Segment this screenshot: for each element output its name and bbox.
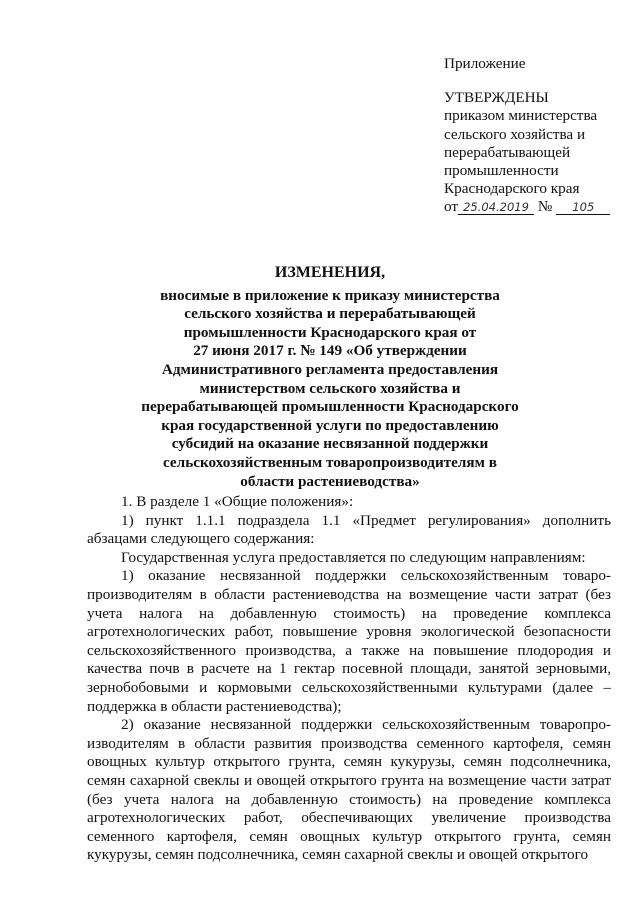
order-date-number-row	[444, 198, 634, 216]
title-line: Административного регламента предоставления	[161, 360, 499, 378]
body-paragraph: Государственная услуга предоставляется по следующим направлениям:	[121, 548, 586, 566]
approval-line: сельского хозяйства и	[444, 125, 586, 143]
body-paragraph: 2) оказание несвязанной поддержки сельскохозяйственным товаропро-изводителям в области развития производства семенного картофеля, семян овощных культур открытого грунта, семян кукурузы, семян подсолнечника, семян сахарной свеклы и овощей открытого грунта на возмещение части затрат (без учета налога на добавленную стоимость) на проведение комплекса агротехнологических работ, обеспечивающих увеличение производства семенного картофеля, семян овощных культур открытого грунта, семян кукурузы, семян подсолнечника, семян сахарной свеклы и овощей открытого	[87, 716, 611, 864]
approval-line: Краснодарского края	[444, 180, 580, 198]
appendix-label: Приложение	[444, 55, 526, 72]
title-line: вносимые в приложение к приказу министерства	[160, 286, 500, 304]
approved-label: УТВЕРЖДЕНЫ	[444, 89, 549, 107]
title-line: промышленности Краснодарского края от	[183, 323, 477, 341]
title-line: министерством сельского хозяйства и	[199, 379, 461, 397]
body-paragraph: 1) оказание несвязанной поддержки сельскохозяйственным товаро-производителям в области растениеводства на возмещение части затрат (без учета налога на добавленную стоимость) на проведение комплекса агротехнологических работ, повышение уровня экологической безопасности сельскохозяйственного производства, а также на повышение плодородия и качества почв в расчете на 1 гектар посевной площади, занятой зерновыми, зернобобовыми и кормовыми сельскохозяйственными культурами (далее – поддержка в области растениеводства);	[87, 567, 611, 715]
title-heading: ИЗМЕНЕНИЯ,	[274, 264, 386, 281]
document-title	[140, 264, 520, 491]
handwritten-date: 25.04.2019	[458, 200, 534, 215]
approval-line: перерабатывающей	[444, 143, 571, 161]
approval-line: приказом министерства	[444, 107, 598, 125]
number-prefix: №	[537, 198, 553, 216]
title-line: субсидий на оказание несвязанной поддержки	[171, 435, 489, 453]
body-paragraph: 1) пункт 1.1.1 подраздела 1.1 «Предмет регулирования» дополнить абзацами следующего содержания:	[87, 511, 611, 548]
body-paragraph: 1. В разделе 1 «Общие положения»:	[121, 493, 354, 510]
approval-block	[444, 55, 634, 217]
title-line: перерабатывающей промышленности Краснодарского	[141, 398, 519, 416]
approval-line: промышленности	[444, 162, 559, 180]
title-line: сельскохозяйственным товаропроизводителям в	[163, 453, 497, 471]
document-body	[87, 493, 611, 865]
date-prefix: от	[444, 198, 459, 216]
handwritten-number: 105	[556, 200, 610, 215]
title-line: края государственной услуги по предоставлению	[161, 416, 499, 434]
title-line: 27 июня 2017 г. № 149 «Об утверждении	[193, 342, 467, 360]
title-line: сельского хозяйства и перерабатывающей	[184, 305, 476, 323]
title-line: области растениеводства»	[240, 472, 420, 490]
